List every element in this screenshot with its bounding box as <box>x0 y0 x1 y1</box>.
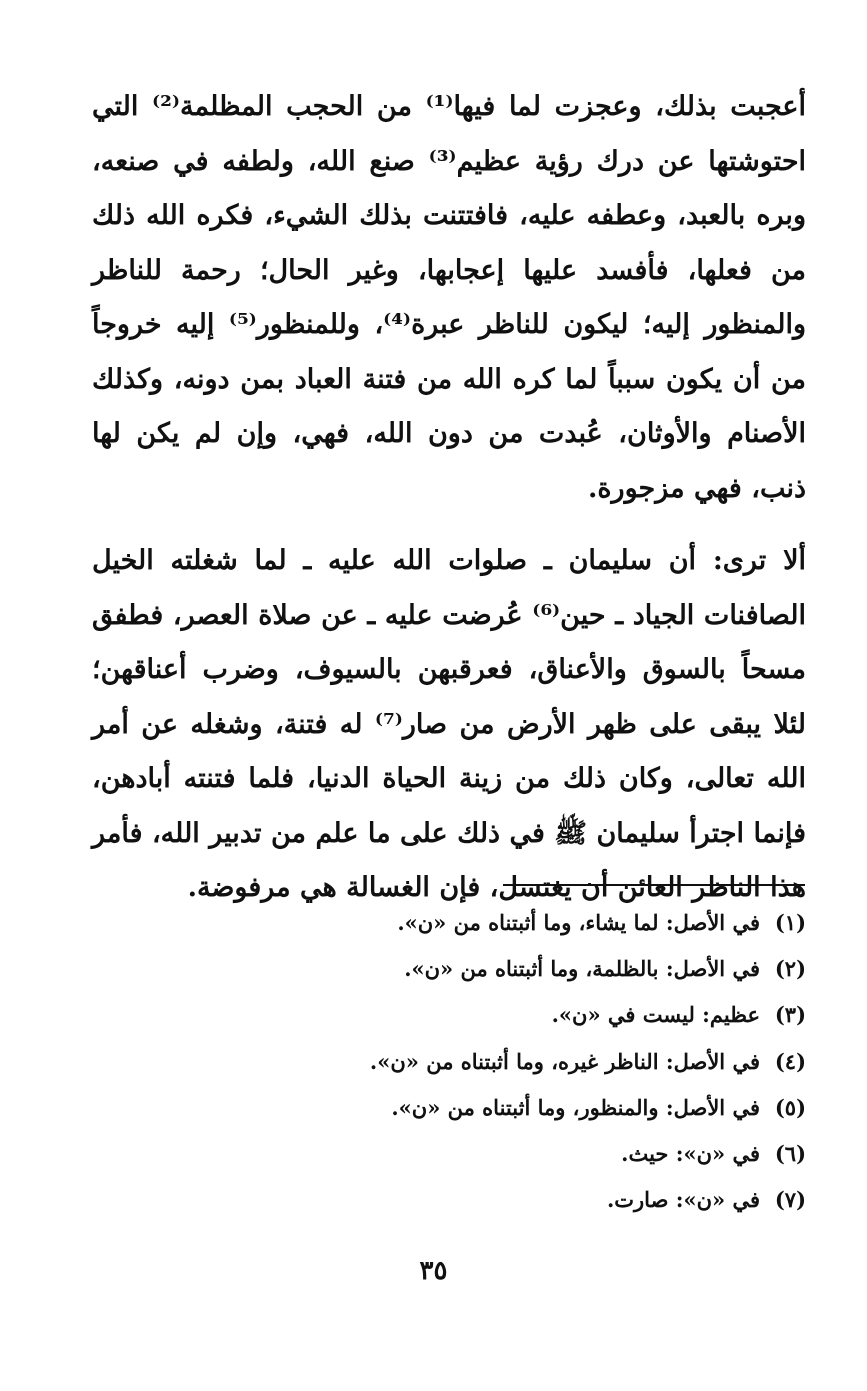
footnote-text: في الأصل: الناظر غيره، وما أثبتناه من «ن». <box>369 1048 760 1074</box>
footnotes <box>92 900 806 1223</box>
footnote-4 <box>92 1039 806 1085</box>
footnote-1 <box>92 900 806 946</box>
footnote-text: في الأصل: والمنظور، وما أثبتناه من «ن». <box>391 1094 760 1120</box>
main-text <box>92 80 806 916</box>
footnote-text: عظيم: ليست في «ن». <box>551 1002 760 1028</box>
footnote-number: (٥) <box>774 1094 806 1120</box>
footnote-text: في «ن»: حيث. <box>621 1141 760 1167</box>
footnote-separator <box>503 884 805 886</box>
footnote-number: (٢) <box>774 956 806 982</box>
footnote-text: في الأصل: بالظلمة، وما أثبتناه من «ن». <box>404 956 760 982</box>
footnote-number: (٣) <box>774 1002 806 1028</box>
footnote-5 <box>92 1085 806 1131</box>
footnote-text: في «ن»: صارت. <box>606 1187 760 1213</box>
footnote-3 <box>92 992 806 1038</box>
footnote-7 <box>92 1177 806 1223</box>
footnote-text: في الأصل: لما يشاء، وما أثبتناه من «ن». <box>397 910 760 935</box>
paragraph-2: ألا ترى: أن سليمان ـ صلوات الله عليه ـ لما شغلته الخيل الصافنات الجياد ـ حين⁽⁶⁾ عُرضت عليه ـ عن صلاة العصر، فطفق مسحاً بالسوق والأعناق، فعرقبهن بالسيوف، وضرب أعناقهن؛ لئلا يبقى على ظهر الأرض من صار⁽⁷⁾ له فتنة، وشغله عن أمر الله تعالى، وكان ذلك من زينة الحياة الدنيا، فلما فتنته أبادهن، فإنما اجترأ سليمان ﷺ في ذلك على ما علم من تدبير الله، فأمر هذا الناظر العائن أن يغتسل، فإن الغسالة هي مرفوضة. <box>92 545 806 903</box>
footnote-number: (٧) <box>774 1187 806 1213</box>
page-number: ٣٥ <box>419 1256 448 1286</box>
footnote-number: (٤) <box>774 1048 806 1074</box>
footnote-2 <box>92 946 806 992</box>
footnote-6 <box>92 1131 806 1177</box>
footnote-number: (١) <box>774 910 806 935</box>
footnote-number: (٦) <box>774 1141 806 1167</box>
paragraph-1: أعجبت بذلك، وعجزت لما فيها⁽¹⁾ من الحجب المظلمة⁽²⁾ التي احتوشتها عن درك رؤية عظيم⁽³⁾ صنع الله، ولطفه في صنعه، وبره بالعبد، وعطفه عليه، فافتتنت بذلك الشيء، فكره الله ذلك من فعلها، فأفسد عليها إعجابها، وغير الحال؛ رحمة للناظر والمنظور إليه؛ ليكون للناظر عبرة⁽⁴⁾، وللمنظور⁽⁵⁾ إليه خروجاً من أن يكون سبباً لما كره الله من فتنة العباد بمن دونه، وكذلك الأصنام والأوثان، عُبدت من دون الله، فهي، وإن لم يكن لها ذنب، فهي مزجورة. <box>92 91 807 504</box>
